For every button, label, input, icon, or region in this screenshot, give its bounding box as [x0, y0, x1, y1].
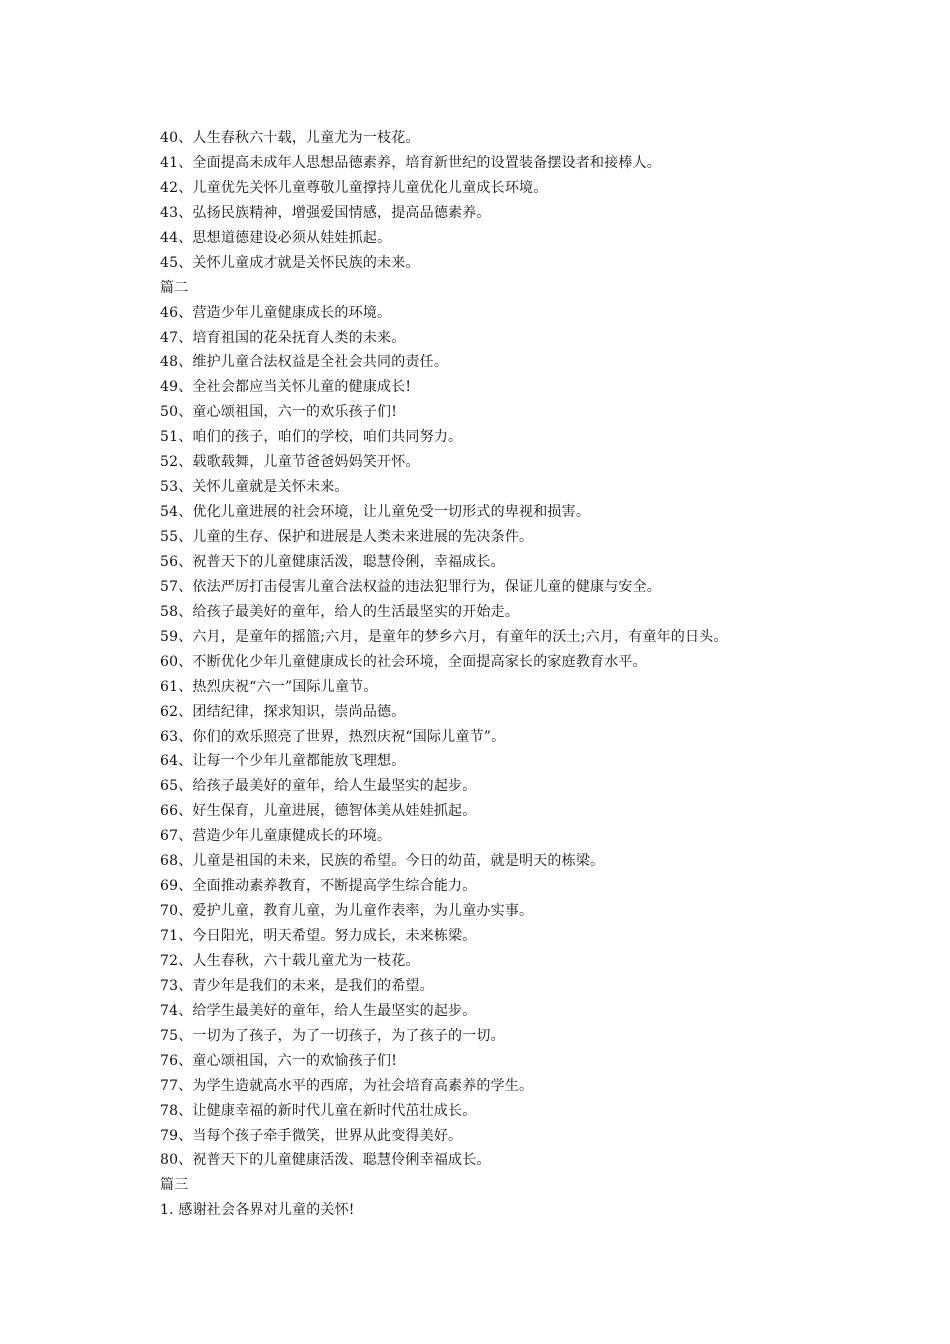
section-heading: 篇三	[160, 1177, 189, 1194]
slogan-line: 63、你们的欢乐照亮了世界，热烈庆祝“国际儿童节”。	[160, 728, 506, 745]
slogan-line: 69、全面推动素养教育，不断提高学生综合能力。	[160, 878, 477, 895]
slogan-line: 64、让每一个少年儿童都能放飞理想。	[160, 753, 406, 770]
slogan-line: 72、人生春秋，六十载儿童尤为一枝花。	[160, 952, 420, 969]
document-body	[160, 126, 920, 1223]
slogan-line: 74、给学生最美好的童年，给人生最坚实的起步。	[160, 1002, 477, 1019]
slogan-line: 48、维护儿童合法权益是全社会共同的责任。	[160, 354, 449, 371]
slogan-line: 40、人生春秋六十载，儿童尤为一枝花。	[160, 130, 420, 146]
slogan-line: 51、咱们的孩子，咱们的学校，咱们共同努力。	[160, 429, 463, 446]
slogan-line: 49、全社会都应当关怀儿童的健康成长!	[160, 379, 412, 396]
slogan-line: 66、好生保育，儿童进展，德智体美从娃娃抓起。	[160, 803, 477, 820]
slogan-line: 79、当每个孩子牵手微笑，世界从此变得美好。	[160, 1127, 463, 1144]
slogan-line: 80、祝普天下的儿童健康活泼、聪慧伶俐幸福成长。	[160, 1152, 491, 1169]
slogan-line: 60、不断优化少年儿童健康成长的社会环境，全面提高家长的家庭教育水平。	[160, 653, 647, 670]
slogan-line: 67、营造少年儿童康健成长的环境。	[160, 828, 392, 845]
slogan-line: 77、为学生造就高水平的西席，为社会培育高素养的学生。	[160, 1077, 534, 1094]
slogan-line: 56、祝普天下的儿童健康活泼，聪慧伶俐，幸福成长。	[160, 553, 505, 570]
slogan-line: 58、给孩子最美好的童年，给人的生活最坚实的开始走。	[160, 603, 520, 620]
slogan-line: 46、营造少年儿童健康成长的环境。	[160, 304, 392, 321]
slogan-line: 42、儿童优先关怀儿童尊敬儿童撑持儿童优化儿童成长环境。	[160, 179, 548, 196]
slogan-line: 57、依法严厉打击侵害儿童合法权益的违法犯罪行为，保证儿童的健康与安全。	[160, 578, 662, 595]
slogan-line: 43、弘扬民族精神，增强爱国情感，提高品德素养。	[160, 204, 491, 221]
slogan-line: 47、培育祖国的花朵抚育人类的未来。	[160, 329, 406, 346]
slogan-line: 61、热烈庆祝“六一”国际儿童节。	[160, 678, 378, 695]
slogan-line: 70、爱护儿童，教育儿童，为儿童作表率，为儿童办实事。	[160, 903, 534, 920]
slogan-line: 1. 感谢社会各界对儿童的关怀!	[160, 1202, 355, 1219]
slogan-line: 68、儿童是祖国的未来，民族的希望。今日的幼苗，就是明天的栋梁。	[160, 853, 605, 870]
slogan-line: 45、关怀儿童成才就是关怀民族的未来。	[160, 254, 420, 271]
slogan-line: 73、青少年是我们的未来，是我们的希望。	[160, 977, 434, 994]
slogan-line: 53、关怀儿童就是关怀未来。	[160, 479, 349, 496]
slogan-line: 44、思想道德建设必须从娃娃抓起。	[160, 229, 392, 246]
slogan-line: 76、童心颂祖国，六一的欢愉孩子们!	[160, 1052, 398, 1069]
slogan-line: 52、载歌载舞，儿童节爸爸妈妈笑开怀。	[160, 454, 420, 471]
slogan-line: 59、六月，是童年的摇篮;六月，是童年的梦乡六月，有童年的沃土;六月，有童年的日头。	[160, 628, 728, 645]
slogan-line: 78、让健康幸福的新时代儿童在新时代茁壮成长。	[160, 1102, 477, 1119]
slogan-line: 71、今日阳光，明天希望。努力成长，未来栋梁。	[160, 928, 477, 944]
slogan-line: 65、给孩子最美好的童年，给人生最坚实的起步。	[160, 778, 477, 795]
slogan-line: 41、全面提高未成年人思想品德素养，培育新世纪的设置装备摆设者和接棒人。	[160, 154, 662, 171]
slogan-line: 75、一切为了孩子，为了一切孩子，为了孩子的一切。	[160, 1027, 505, 1044]
slogan-line: 62、团结纪律，探求知识，崇尚品德。	[160, 703, 406, 720]
section-heading: 篇二	[160, 279, 189, 296]
slogan-line: 54、优化儿童进展的社会环境，让儿童免受一切形式的卑视和损害。	[160, 504, 591, 521]
slogan-line: 55、儿童的生存、保护和进展是人类未来进展的先决条件。	[160, 529, 534, 545]
slogan-line: 50、童心颂祖国，六一的欢乐孩子们!	[160, 404, 398, 421]
